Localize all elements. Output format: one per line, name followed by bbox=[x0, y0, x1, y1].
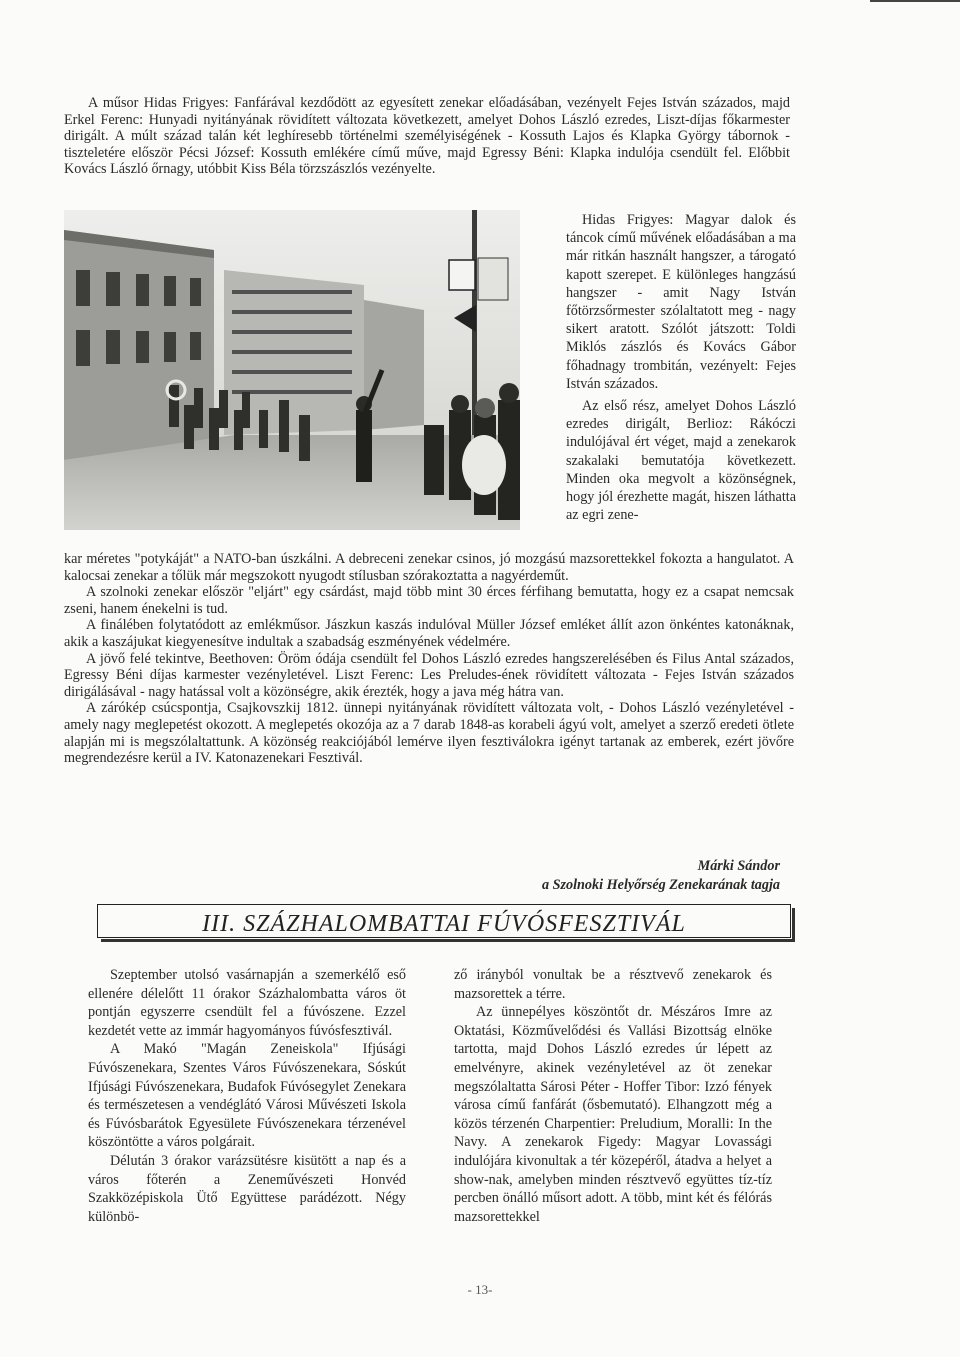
top-edge-line bbox=[870, 0, 960, 2]
author-name: Márki Sándor bbox=[697, 858, 780, 874]
column-paragraph: Délután 3 órakor varázsütésre kisütött a nap és a város főterén a Zeneművészeti Honvéd Szakközépiskola Ütő Együttese parádézott. Négy különbö- bbox=[88, 1152, 406, 1225]
intro-paragraph: A műsor Hidas Frigyes: Fanfárával kezdődött az egyesített zenekar előadásában, vezényelt Fejes István százados, majd Erkel Ferenc: Hunyadi nyitányának rövidített változata következett, amelyet Dohos László ezredes, Liszt-díjas főkarmester dirigált. A múlt század talán két leghíresebb történelmi személyiségének - Kossuth Lajos és Klapka György tábornok - tiszteletére először Pécsi József: Kossuth emlékére című műve, majd Egressy Béni: Klapka indulója csendült fel. Előbbit Kovács László őrnagy, utóbbit Kiss Béla törzszászlós vezényelte. bbox=[64, 95, 790, 177]
side-paragraph: Hidas Frigyes: Magyar dalok és táncok című művének előadásában a ma már ritkán használt hangszer, a tárogató kapott szerepet. E különleges hangzású hangszer - amit Nagy István főtörzsőrmester szólaltatott meg - nagy sikert aratott. Szólót játszott: Toldi Miklós zászlós és Kovács Gábor főhadnagy trombitán, vezényelt: Fejes István százados. bbox=[566, 212, 796, 392]
author-role: a Szolnoki Helyőrség Zenekarának tagja bbox=[541, 877, 780, 893]
section-title: III. SZÁZHALOMBATTAI FÚVÓSFESZTIVÁL bbox=[202, 911, 686, 937]
section-title-banner bbox=[97, 904, 791, 938]
author-signature bbox=[542, 857, 780, 895]
article-body bbox=[64, 551, 794, 767]
column-paragraph: Szeptember utolsó vasárnapján a szemerkélő eső ellenére délelőtt 11 órakor Százhalombatta város öt pontján egyszerre csendült fel a fúvószene. Ezzel kezdetét vette az immár hagyományos fúvósfesztivál. bbox=[88, 967, 406, 1039]
column-paragraph: ző irányból vonultak be a résztvevő zenekarok és mazsorettek a térre. bbox=[454, 967, 772, 1002]
column-paragraph: Az ünnepélyes köszöntőt dr. Mészáros Imre az Oktatási, Közművelődési és Vallási Bizottság elnöke tartotta, majd Dohos László ezredes úr lépett az emelvényre, akinek vezényletével az öt zenekar megszólaltatta Sárosi Péter - Hoffer Tibor: Izzó fények városa című fanfárát (ősbemutató). Elhangzott még a közös térzenén Charpentier: Preludium, Moralli: In the Navy. A zenekarok Figedy: Magyar Lovassági indulójára kivonultak a tér közepéről, átadva a helyet a show-nak, amelyben minden résztvevő együttes tíz-tíz percben önálló műsort adott. A több, mint két és félórás mazsorettekkel bbox=[454, 1004, 772, 1225]
page-number: - 13- bbox=[467, 1282, 493, 1297]
body-paragraph: A zárókép csúcspontja, Csajkovszkij 1812. ünnepi nyitányának rövidített változata volt, - Dohos László vezényletével - amely nagy meglepetést okozott. A meglepetés okozója az a 7 darab 1848-as korabeli ágyú volt, amelyet a szerző eredeti ötlete alapján mi is megszólaltattunk. A közönség reakciójából lemérve ilyen fesztiválokra igényt tartanak az emberek, ezért jövőre megrendezésre kerül a IV. Katonazenekari Fesztivál. bbox=[64, 700, 794, 767]
body-paragraph: A finálében folytatódott az emlékműsor. Jászkun kaszás indulóval Müller József emléket állít azon önkéntes katonáknak, akik a kaszájukat kiegyenesítve indultak a szabadság eszményének védelmére. bbox=[64, 617, 794, 650]
right-column bbox=[454, 966, 772, 1226]
photo-side-text bbox=[566, 211, 796, 524]
left-column bbox=[88, 966, 406, 1226]
side-paragraph: Az első rész, amelyet Dohos László ezredes dirigált, Berlioz: Rákóczi indulójával ért véget, majd a zenekarok szakalaki bemutatója következett. Minden oka megvolt a közönségnek, hogy jól érezhette magát, hiszen láthatta az egri zene- bbox=[566, 398, 796, 524]
body-paragraph: A jövő felé tekintve, Beethoven: Öröm ódája csendült fel Dohos László ezredes hangszerelésében és Filus Antal százados, Egressy Béni díjas karmester vezényletével. Liszt Ferenc: Les Preludes-ének rövidített változata - Fejes István százados dirigálásával - nagy hatással volt a közönségre, akik érezték, hogy a java még hátra van. bbox=[64, 650, 794, 700]
body-paragraph: A szolnoki zenekar először "eljárt" egy csárdást, majd több mint 30 érces férfihang bemutatta, hogy ez a csapat nemcsak zseni, hanem énekelni is tud. bbox=[64, 584, 794, 617]
military-band-photo bbox=[64, 210, 520, 530]
column-paragraph: A Makó "Magán Zeneiskola" Ifjúsági Fúvószenekara, Szentes Város Fúvószenekara, Sóskút Ifjúsági Fúvószenekara, Budafok Fúvósegylet Zenekara és természetesen a vendéglátó Városi Művészeti Iskola és Fúvósbarátok Egyesülete Fúvószenekara térzenével köszöntötte a város polgárait. bbox=[88, 1041, 406, 1151]
continuation-paragraph: kar méretes "potykáját" a NATO-ban úszkálni. A debreceni zenekar csinos, jó mozgású mazsorettekkel fokozta a hangulatot. A kalocsai zenekar a tőlük már megszokott nyugodt stílusban szórakoztatta a nagyérdeműt. bbox=[64, 551, 794, 584]
